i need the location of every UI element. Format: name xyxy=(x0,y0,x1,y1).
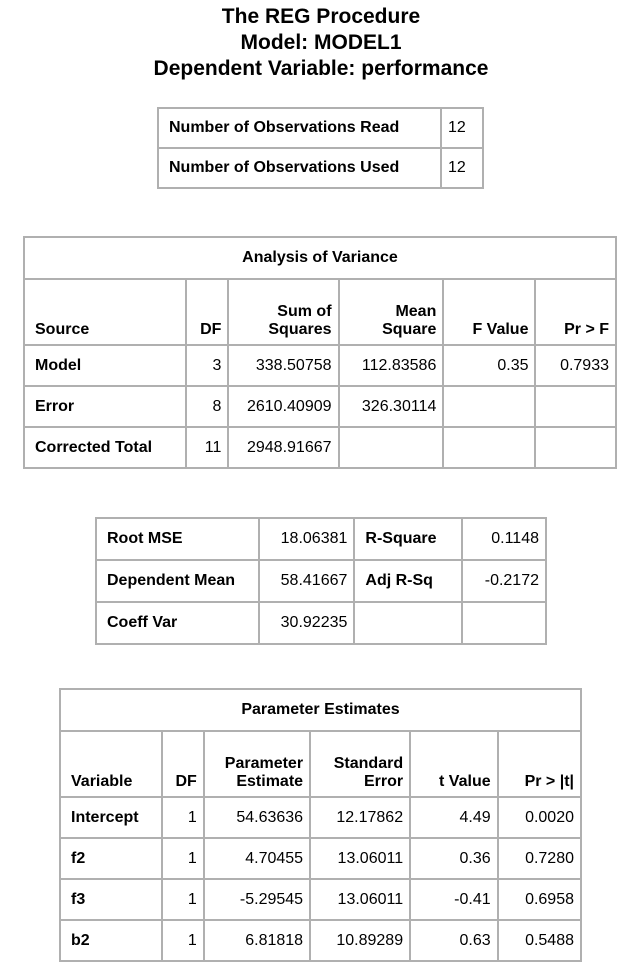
cell: 0.7933 xyxy=(535,345,616,386)
cell: 0.6958 xyxy=(498,879,581,920)
header-line: Square xyxy=(382,321,437,338)
cell: 12 xyxy=(441,108,483,148)
header-line: Error xyxy=(363,773,404,790)
row-header: b2 xyxy=(60,920,162,961)
cell: 13.06011 xyxy=(310,838,410,879)
cell: 58.41667 xyxy=(259,560,355,602)
cell: 12 xyxy=(441,148,483,188)
header-line: Parameter xyxy=(224,755,304,772)
cell: -0.2172 xyxy=(462,560,546,602)
row-header: Intercept xyxy=(60,797,162,838)
row-header xyxy=(354,602,462,644)
table-row xyxy=(60,797,581,838)
cell: 3 xyxy=(186,345,228,386)
table-row xyxy=(24,427,616,468)
row-header: Model xyxy=(24,345,186,386)
cell: 8 xyxy=(186,386,228,427)
cell: 18.06381 xyxy=(259,518,355,560)
column-header xyxy=(310,731,410,797)
cell xyxy=(535,386,616,427)
cell: 2948.91667 xyxy=(228,427,338,468)
cell: 54.63636 xyxy=(204,797,310,838)
cell: 11 xyxy=(186,427,228,468)
row-header: Coeff Var xyxy=(96,602,259,644)
cell: 0.0020 xyxy=(498,797,581,838)
cell: 326.30114 xyxy=(339,386,444,427)
cell: 1 xyxy=(162,838,204,879)
table-row xyxy=(96,602,546,644)
row-header: Corrected Total xyxy=(24,427,186,468)
header-line: Sum of xyxy=(277,303,332,320)
table-row xyxy=(24,386,616,427)
cell: 0.5488 xyxy=(498,920,581,961)
dependent-variable-title: Dependent Variable: performance xyxy=(153,57,489,80)
parameter-estimates-table xyxy=(59,688,582,962)
model-title: Model: MODEL1 xyxy=(240,31,402,54)
table-row xyxy=(158,148,483,188)
cell: 13.06011 xyxy=(310,879,410,920)
cell: 0.35 xyxy=(443,345,535,386)
header-line: Squares xyxy=(268,321,332,338)
header-line: Estimate xyxy=(236,773,304,790)
column-header: Variable xyxy=(60,731,162,797)
cell: 1 xyxy=(162,920,204,961)
cell: -5.29545 xyxy=(204,879,310,920)
column-header xyxy=(339,279,444,345)
cell: 0.7280 xyxy=(498,838,581,879)
anova-table xyxy=(23,236,617,469)
column-header: DF xyxy=(162,731,204,797)
column-header: Pr > F xyxy=(535,279,616,345)
cell: 112.83586 xyxy=(339,345,444,386)
row-header: Root MSE xyxy=(96,518,259,560)
cell: 4.49 xyxy=(410,797,498,838)
table-row xyxy=(60,879,581,920)
cell xyxy=(339,427,444,468)
cell: 2610.40909 xyxy=(228,386,338,427)
cell: 0.1148 xyxy=(462,518,546,560)
table-row xyxy=(24,345,616,386)
cell: 6.81818 xyxy=(204,920,310,961)
column-header: Pr > |t| xyxy=(498,731,581,797)
cell: 4.70455 xyxy=(204,838,310,879)
row-header: Number of Observations Used xyxy=(158,148,441,188)
table-row xyxy=(60,838,581,879)
column-header: DF xyxy=(186,279,228,345)
cell xyxy=(462,602,546,644)
row-header: R-Square xyxy=(354,518,462,560)
table-row xyxy=(96,518,546,560)
row-header: Adj R-Sq xyxy=(354,560,462,602)
table-row xyxy=(96,560,546,602)
cell: 0.36 xyxy=(410,838,498,879)
column-header: F Value xyxy=(443,279,535,345)
row-header: Dependent Mean xyxy=(96,560,259,602)
cell: 10.89289 xyxy=(310,920,410,961)
cell: 0.63 xyxy=(410,920,498,961)
header-line: Mean xyxy=(395,303,437,320)
cell xyxy=(443,427,535,468)
row-header: f3 xyxy=(60,879,162,920)
table-title: Analysis of Variance xyxy=(24,237,616,279)
cell: 12.17862 xyxy=(310,797,410,838)
cell: -0.41 xyxy=(410,879,498,920)
table-title: Parameter Estimates xyxy=(60,689,581,731)
row-header: f2 xyxy=(60,838,162,879)
procedure-title: The REG Procedure xyxy=(221,5,421,28)
header-line: Standard xyxy=(333,755,404,772)
observations-table xyxy=(157,107,484,189)
fit-statistics-table xyxy=(95,517,547,645)
cell: 1 xyxy=(162,797,204,838)
table-row xyxy=(158,108,483,148)
column-header: Source xyxy=(24,279,186,345)
cell: 338.50758 xyxy=(228,345,338,386)
column-header xyxy=(228,279,338,345)
cell: 1 xyxy=(162,879,204,920)
column-header: t Value xyxy=(410,731,498,797)
row-header: Error xyxy=(24,386,186,427)
table-row xyxy=(60,920,581,961)
output-titles xyxy=(0,4,630,82)
column-header xyxy=(204,731,310,797)
cell xyxy=(535,427,616,468)
cell: 30.92235 xyxy=(259,602,355,644)
row-header: Number of Observations Read xyxy=(158,108,441,148)
cell xyxy=(443,386,535,427)
